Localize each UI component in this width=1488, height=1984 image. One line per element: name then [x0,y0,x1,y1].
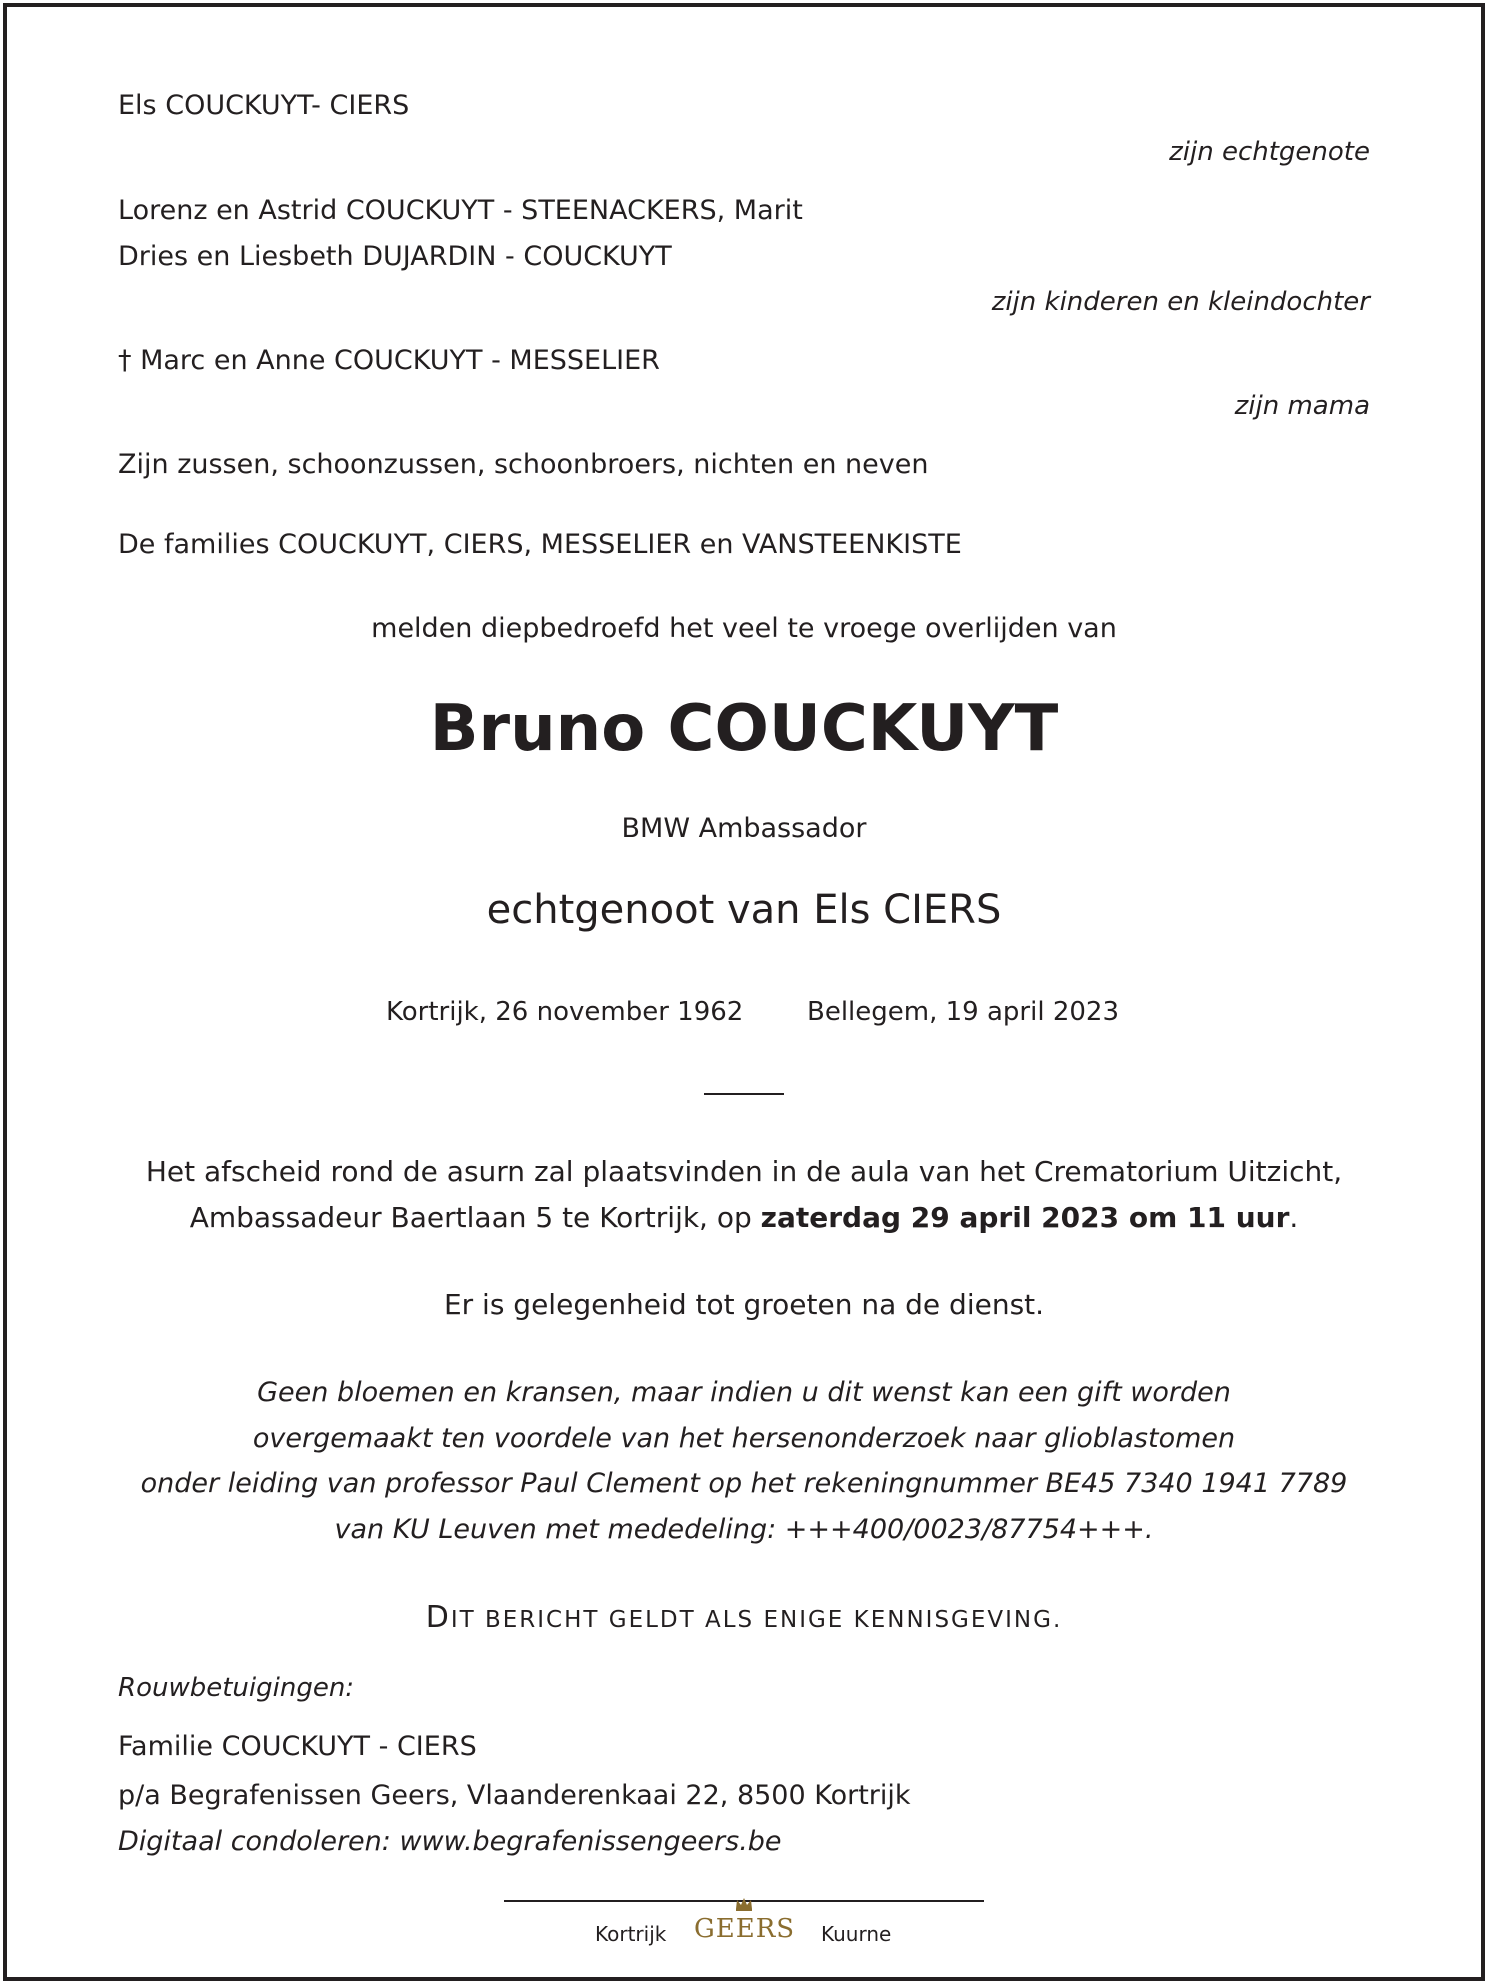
family-line-children-2: Dries en Liesbeth DUJARDIN - COUCKUYT [118,241,672,272]
footer-city-left: Kortrijk [595,1922,667,1946]
family-line-children-1: Lorenz en Astrid COUCKUYT - STEENACKERS, Marit [118,195,803,226]
ceremony-location: Ambassadeur Baertlaan 5 te Kortrijk, op [189,1201,761,1234]
announcement: melden diepbedroefd het veel te vroege overlijden van [371,613,1117,644]
role-children: zijn kinderen en kleindochter [991,287,1370,317]
role-mother: zijn mama [1234,391,1370,421]
ceremony-datetime: zaterdag 29 april 2023 om 11 uur [760,1201,1290,1234]
gift-line-2: overgemaakt ten voordele van het hersenonderzoek naar glioblastomen [252,1423,1236,1454]
gift-line-3: onder leiding van professor Paul Clement op het rekeningnummer BE45 7340 1941 7789 [140,1468,1348,1499]
family-line-spouse: Els COUCKUYT- CIERS [118,90,410,121]
notice-rest: IT BERICHT GELDT ALS ENIGE KENNISGEVING. [450,1607,1063,1633]
brand-logo: GEERS [694,1914,796,1944]
greeting-note: Er is gelegenheid tot groeten na de dienst. [443,1288,1045,1321]
notice-initial: D [425,1600,451,1635]
gift-line-1: Geen bloemen en kransen, maar indien u dit wenst kan een gift worden [257,1377,1231,1408]
birth-info: Kortrijk, 26 november 1962 [386,997,744,1027]
condolences-address: p/a Begrafenissen Geers, Vlaanderenkaai 22, 8500 Kortrijk [118,1780,911,1811]
condolences-label: Rouwbetuigingen: [118,1673,355,1703]
crown-icon [734,1896,754,1912]
deceased-spouse: echtgenoot van Els CIERS [486,887,1002,933]
family-line-parents: † Marc en Anne COUCKUYT - MESSELIER [118,345,660,376]
deceased-title: BMW Ambassador [621,813,867,844]
ceremony-line-1: Het afscheid rond de asurn zal plaatsvinden in de aula van het Crematorium Uitzicht, [145,1155,1343,1188]
death-info: Bellegem, 19 april 2023 [807,997,1119,1027]
deceased-name: Bruno COUCKUYT [429,692,1059,766]
condolences-online: Digitaal condoleren: www.begrafenissengeers.be [118,1826,782,1857]
ceremony-period: . [1289,1201,1299,1234]
family-line-siblings: Zijn zussen, schoonzussen, schoonbroers, nichten en neven [118,449,929,480]
condolences-family: Familie COUCKUYT - CIERS [118,1731,477,1762]
ceremony-line-2 [0,1201,1488,1234]
divider-short [704,1093,784,1095]
role-spouse: zijn echtgenote [1169,137,1370,167]
sole-notice [0,1600,1488,1635]
footer-city-right: Kuurne [821,1922,892,1946]
gift-line-4: van KU Leuven met mededeling: +++400/0023/87754+++. [334,1514,1154,1545]
family-line-families: De families COUCKUYT, CIERS, MESSELIER en VANSTEENKISTE [118,529,962,560]
